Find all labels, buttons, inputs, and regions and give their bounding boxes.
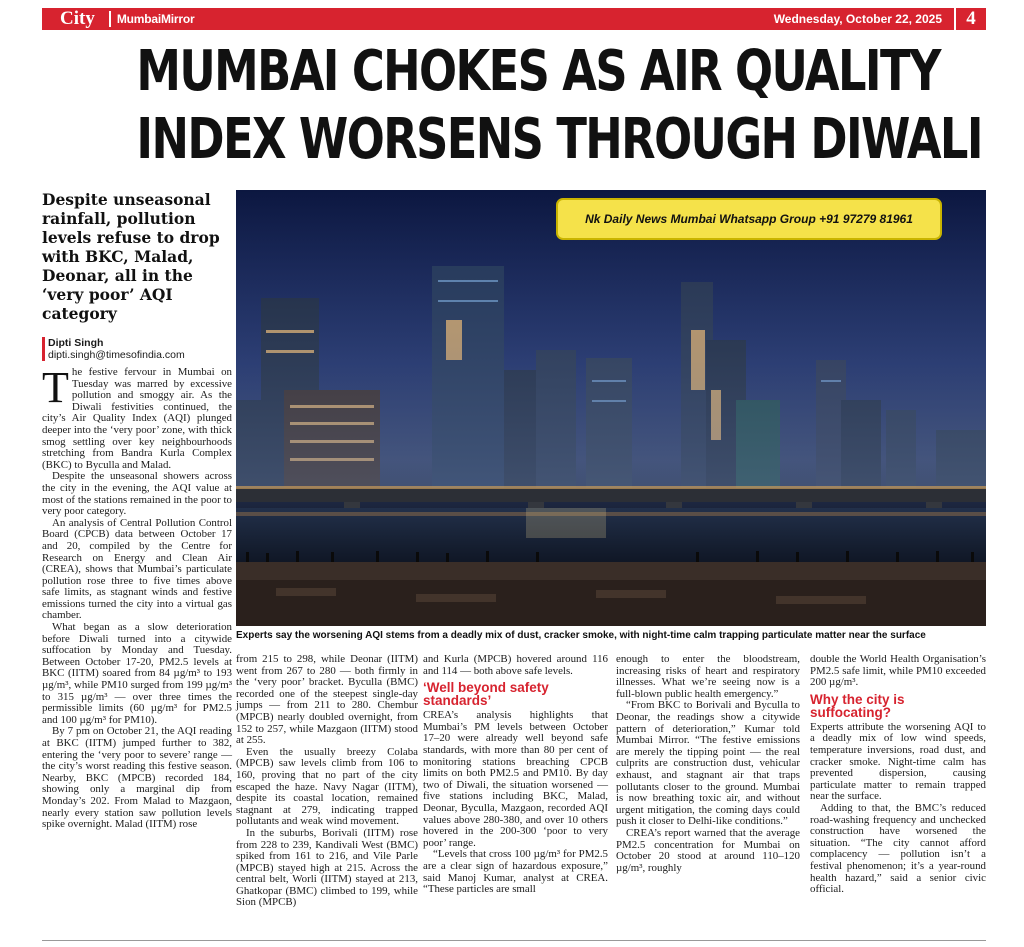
headline-line-1: MUMBAI CHOKES AS AIR QUALITY [136,39,940,104]
whatsapp-group-banner: Nk Daily News Mumbai Whatsapp Group +91 97279 81961 [556,198,942,240]
section-name: City [60,8,95,29]
article-paragraph: Adding to that, the BMC’s reduced road-washing frequency and unchecked construction have worsened the situation. “The city cannot afford complacency — pollution isn’t a festival phenomenon; it’s a year-round health hazard,” said a senior civic official. [810,801,986,896]
subhead-why-suffocating: Why the city is suffocating? [810,691,905,720]
article-paragraph: and Kurla (MPCB) hovered around 116 and 114 — both above safe levels. [423,653,608,677]
photo-caption: Experts say the worsening AQI stems from a deadly mix of dust, cracker smoke, with night-time calm trapping particulate matter near the surface [236,630,926,641]
article-paragraph: The festive fervour in Mumbai on Tuesday was marred by excessive pollution and smoggy air. As the Diwali festivities continued, the city’s Air Quality Index (AQI) plunged deeper into the ‘very poor’ zone, with thick smog settling over key neighbourhoods stretching from Bandra Kurla Complex (BKC) to Byculla and Malad. [42,363,232,471]
drop-cap: T [42,363,69,412]
article-paragraph: enough to enter the bloodstream, increasing risks of heart and respiratory illnesses. What we’re seeing now is a full-blown public health emergency.” [616,653,800,700]
article-paragraph: An analysis of Central Pollution Control Board (CPCB) data between October 17 and 20, compiled by the Centre for Research on Energy and Clean Air (CREA), shows that Mumbai’s particulate pollution rose three to five times above safe limits, as stagnant winds and festive emissions turned the city into a virtual gas chamber. [42,516,232,622]
article-paragraph: CREA’s analysis highlights that Mumbai’s PM levels between October 17–20 were already well beyond safe standards, with more than 80 per cent of monitoring stations breaching CPCB limits on both PM2.5 and PM10. By day two of Diwali, the situation worsened — five stations including BKC, Malad, Deonar, Byculla, Mazgaon, recorded AQI values above 280-380, and over 10 others hovered in the 200-300 ‘poor to very poor’ range. [423,709,608,849]
deck-standfirst: Despite unseasonal rainfall, pollution levels refuse to drop with BKC, Malad, Deonar, all in the ‘very poor’ AQI category [42,190,220,323]
bottom-rule [42,940,986,941]
article-column-5 [810,654,986,896]
article-column-3 [423,654,608,896]
article-paragraph: In the suburbs, Borivali (IITM) rose from 228 to 239, Kandivali West (BMC) spiked from 161 to 216, and Vile Parle (MPCB) stayed high at 215. Across the central belt, Worli (IITM) stayed at 213, Ghatkopar (BMC) climbed to 199, while Sion (MPCB) [236,826,418,909]
article-paragraph: Despite the unseasonal showers across the city in the evening, the AQI value at most of the stations remained in the poor to very poor category. [42,470,232,518]
headline-line-2: INDEX WORSENS THROUGH DIWALI [136,107,982,172]
article-paragraph: What began as a slow deterioration before Diwali turned into a citywide suffocation by Monday and Tuesday. Between October 17-20, PM2.5 levels at BKC (IITM) soared from 84 µg/m³ to 193 µg/m³, while PM10 surged from 199 µg/m³ to 315 µg/m³ — over three times the permissible limits (60 µg/m³ for PM2.5 and 100 µg/m³ for PM10). [42,621,232,726]
article-column-2 [236,654,418,909]
author-name: Dipti Singh [48,337,104,349]
issue-date: Wednesday, October 22, 2025 [773,12,942,26]
skyline-illustration [236,190,986,626]
article-paragraph: By 7 pm on October 21, the AQI reading at BKC (IITM) jumped further to 382, entering the ‘very poor to severe’ range — the city’s worst reading this festive season. Nearby, BKC (MPCB) recorded 184, showing only a marginal dip from Monday’s 202. From Malad to Mazgaon, nearly every station saw pollution levels spike overnight. Malad (IITM) rose [42,725,232,831]
subhead-safety-standards: ‘Well beyond safety standards’ [423,680,549,709]
masthead [42,8,986,30]
publication-brand: MumbaiMirror [116,12,195,26]
headline [136,38,982,174]
article-paragraph: “From BKC to Borivali and Byculla to Deonar, the readings show a citywide pattern of deterioration,” Kumar told Mumbai Mirror. “The festive emissions are merely the tipping point — the real culprits are construction dust, vehicular exhaust, and stagnant air that traps pollutants closer to the ground. Mumbai is now breathing toxic air, and without urgent mitigation, the coming days could push it closer to Delhi-like conditions.” [616,699,800,828]
skyline-photo [236,190,986,626]
article-paragraph: double the World Health Organisation’s PM2.5 safe limit, while PM10 exceeded 200 µg/m³. [810,653,986,689]
article-paragraph: Even the usually breezy Colaba (MPCB) saw levels climb from 106 to 160, proving that no part of the city escaped the haze. Navy Nagar (IITM), despite its coastal location, remained stagnant at 279, indicating trapped pollutants and weak wind movement. [236,745,418,828]
page-number: 4 [954,8,986,30]
byline [42,337,232,361]
article-paragraph: CREA’s report warned that the average PM2.5 concentration for Mumbai on October 20 stood at around 110–120 µg/m³, roughly [616,826,800,874]
article-paragraph: Experts attribute the worsening AQI to a deadly mix of low wind speeds, temperature inversions, road dust, and cracker smoke. Night-time calm has prevented dispersion, causing particulate matter to remain trapped near the surface. [810,720,986,803]
author-email: dipti.singh@timesofindia.com [48,349,185,361]
article-column-1 [42,363,232,831]
article-column-4 [616,654,800,874]
article-paragraph: from 215 to 298, while Deonar (IITM) went from 267 to 280 — both firmly in the ‘very poor’ bracket. Byculla (BMC) recorded one of the steepest single-day jumps — from 211 to 280. Chembur (MPCB) nearly doubled overnight, from 152 to 257, while Mazgaon (IITM) stood at 255. [236,653,418,747]
masthead-divider [109,11,111,27]
article-paragraph: “Levels that cross 100 µg/m³ for PM2.5 are a clear sign of hazardous exposure,” said Manoj Kumar, analyst at CREA. “These particles are small [423,848,608,896]
